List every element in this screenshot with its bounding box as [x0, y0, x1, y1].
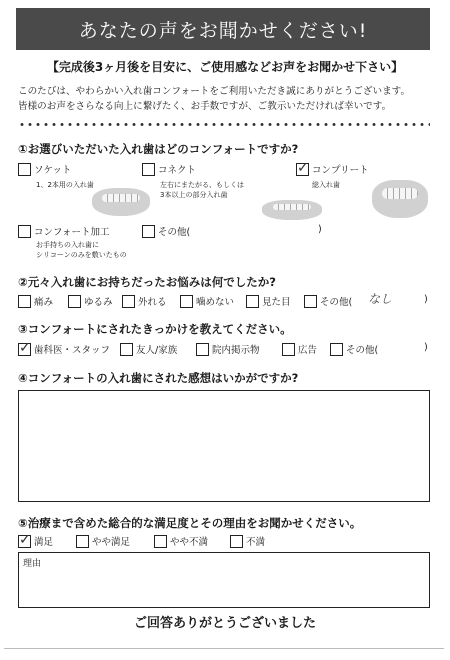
question-4: ④コンフォートの入れ歯にされた感想はいかがですか?: [18, 371, 299, 385]
check-mark-icon: ✓: [19, 339, 31, 356]
q2-option-appearance[interactable]: [246, 294, 291, 308]
q2-option-other[interactable]: [304, 294, 352, 308]
option-label: コンプリート: [312, 165, 369, 176]
option-label: 見た目: [262, 297, 291, 308]
intro-text: [18, 84, 438, 114]
option-label: 歯科医・スタッフ: [34, 345, 111, 356]
checkbox[interactable]: [246, 295, 259, 308]
bottom-divider: [4, 648, 444, 649]
option-label: コネクト: [158, 165, 197, 176]
option-label: ソケット: [34, 165, 72, 176]
intro-line-1: このたびは、やわらかい入れ歯コンフォートをご利用いただき誠にありがとうございます。: [18, 86, 411, 97]
checkbox[interactable]: [180, 295, 193, 308]
option-label: 不満: [246, 537, 266, 548]
q5-option-somewhat-dissatisfied[interactable]: [154, 534, 208, 548]
checkbox[interactable]: [68, 295, 81, 308]
option-label: やや満足: [92, 537, 131, 548]
q2-other-close: ): [424, 294, 428, 305]
option-note-line-2: シリコーンのみを敷いたもの: [36, 251, 127, 259]
checkbox[interactable]: [120, 343, 133, 356]
q3-option-ad[interactable]: [282, 342, 317, 356]
closing-message: ご回答ありがとうございました: [133, 616, 316, 631]
option-label: 外れる: [138, 297, 167, 308]
check-mark-icon: ✓: [297, 159, 309, 176]
checkbox[interactable]: [122, 295, 135, 308]
q3-other-close: ): [424, 342, 428, 353]
option-label: ゆるみ: [84, 297, 113, 308]
checkbox[interactable]: [18, 163, 31, 176]
q2-option-pain[interactable]: [18, 294, 53, 308]
dotted-divider: [18, 122, 430, 127]
checkbox[interactable]: [142, 225, 155, 238]
q2-option-loose[interactable]: [68, 294, 113, 308]
reason-textbox[interactable]: [18, 552, 430, 608]
q1-option-other[interactable]: [142, 224, 190, 238]
checkbox[interactable]: [296, 159, 309, 176]
option-label: コンフォート加工: [34, 227, 110, 238]
option-label: 友人/家族: [136, 345, 178, 356]
q5-option-somewhat-satisfied[interactable]: [76, 534, 130, 548]
question-5: ⑤治療まで含めた総合的な満足度とその理由をお聞かせください。: [18, 516, 362, 530]
checkbox[interactable]: [196, 343, 209, 356]
reason-label: 理由: [23, 559, 42, 569]
option-note-line-1: お手持ちの入れ歯に: [36, 241, 99, 249]
denture-image-complete: [372, 180, 428, 218]
intro-line-2: 皆様のお声をさらなる向上に繋げたく、お手数ですが、ご教示いただければ幸いです。: [18, 101, 392, 112]
header-banner: [16, 8, 430, 50]
option-note: 総入れ歯: [312, 181, 340, 189]
option-label: その他(: [320, 297, 353, 308]
denture-image-connect: [262, 200, 322, 220]
checkbox[interactable]: [18, 225, 31, 238]
option-label: その他(: [158, 227, 191, 238]
checkbox[interactable]: [76, 535, 89, 548]
checkbox[interactable]: [18, 339, 31, 356]
q2-option-cannot-chew[interactable]: [180, 294, 234, 308]
option-label: 満足: [34, 537, 54, 548]
option-label: その他(: [346, 345, 379, 356]
q2-option-falls-out[interactable]: [122, 294, 167, 308]
impression-textbox[interactable]: [18, 390, 430, 502]
checkbox[interactable]: [18, 295, 31, 308]
handwritten-answer: なし: [368, 292, 393, 306]
q5-option-dissatisfied[interactable]: [230, 534, 265, 548]
question-2: ②元々入れ歯にお持ちだったお悩みは何でしたか?: [18, 275, 276, 289]
q1-option-comfort-processing[interactable]: [18, 224, 110, 238]
option-label: 院内掲示物: [212, 345, 260, 356]
check-mark-icon: ✓: [19, 531, 31, 548]
option-label: やや不満: [170, 537, 209, 548]
q1-option-complete[interactable]: [296, 159, 369, 176]
option-label: 痛み: [34, 297, 54, 308]
checkbox[interactable]: [154, 535, 167, 548]
q1-option-socket[interactable]: [18, 162, 71, 176]
question-1: ①お選びいただいた入れ歯はどのコンフォートですか?: [18, 142, 299, 156]
q1-option-connect[interactable]: [142, 162, 196, 176]
q3-option-clinic-poster[interactable]: [196, 342, 260, 356]
option-note: 1、2本用の入れ歯: [36, 181, 94, 189]
option-note-line-1: 左右にまたがる、もしくは: [160, 181, 244, 189]
q1-other-close: ): [318, 224, 322, 235]
checkbox[interactable]: [18, 531, 31, 548]
option-note: [160, 180, 244, 200]
option-note: [36, 240, 127, 260]
q3-option-dentist-staff[interactable]: [18, 339, 111, 356]
question-3: ③コンフォートにされたきっかけを教えてください。: [18, 322, 292, 336]
page-subtitle: 【完成後3ヶ月後を目安に、ご使用感などお声をお聞かせ下さい】: [46, 60, 404, 74]
denture-image-socket: [92, 188, 150, 216]
checkbox[interactable]: [282, 343, 295, 356]
checkbox[interactable]: [304, 295, 317, 308]
option-label: 広告: [298, 345, 318, 356]
q3-option-friend-family[interactable]: [120, 342, 177, 356]
q5-option-satisfied[interactable]: [18, 531, 54, 548]
checkbox[interactable]: [230, 535, 243, 548]
option-label: 噛めない: [196, 297, 235, 308]
q3-option-other[interactable]: [330, 342, 378, 356]
checkbox[interactable]: [330, 343, 343, 356]
option-note-line-2: 3本以上の部分入れ歯: [160, 191, 228, 199]
checkbox[interactable]: [142, 163, 155, 176]
page-title: あなたの声をお聞かせください!: [78, 19, 368, 42]
